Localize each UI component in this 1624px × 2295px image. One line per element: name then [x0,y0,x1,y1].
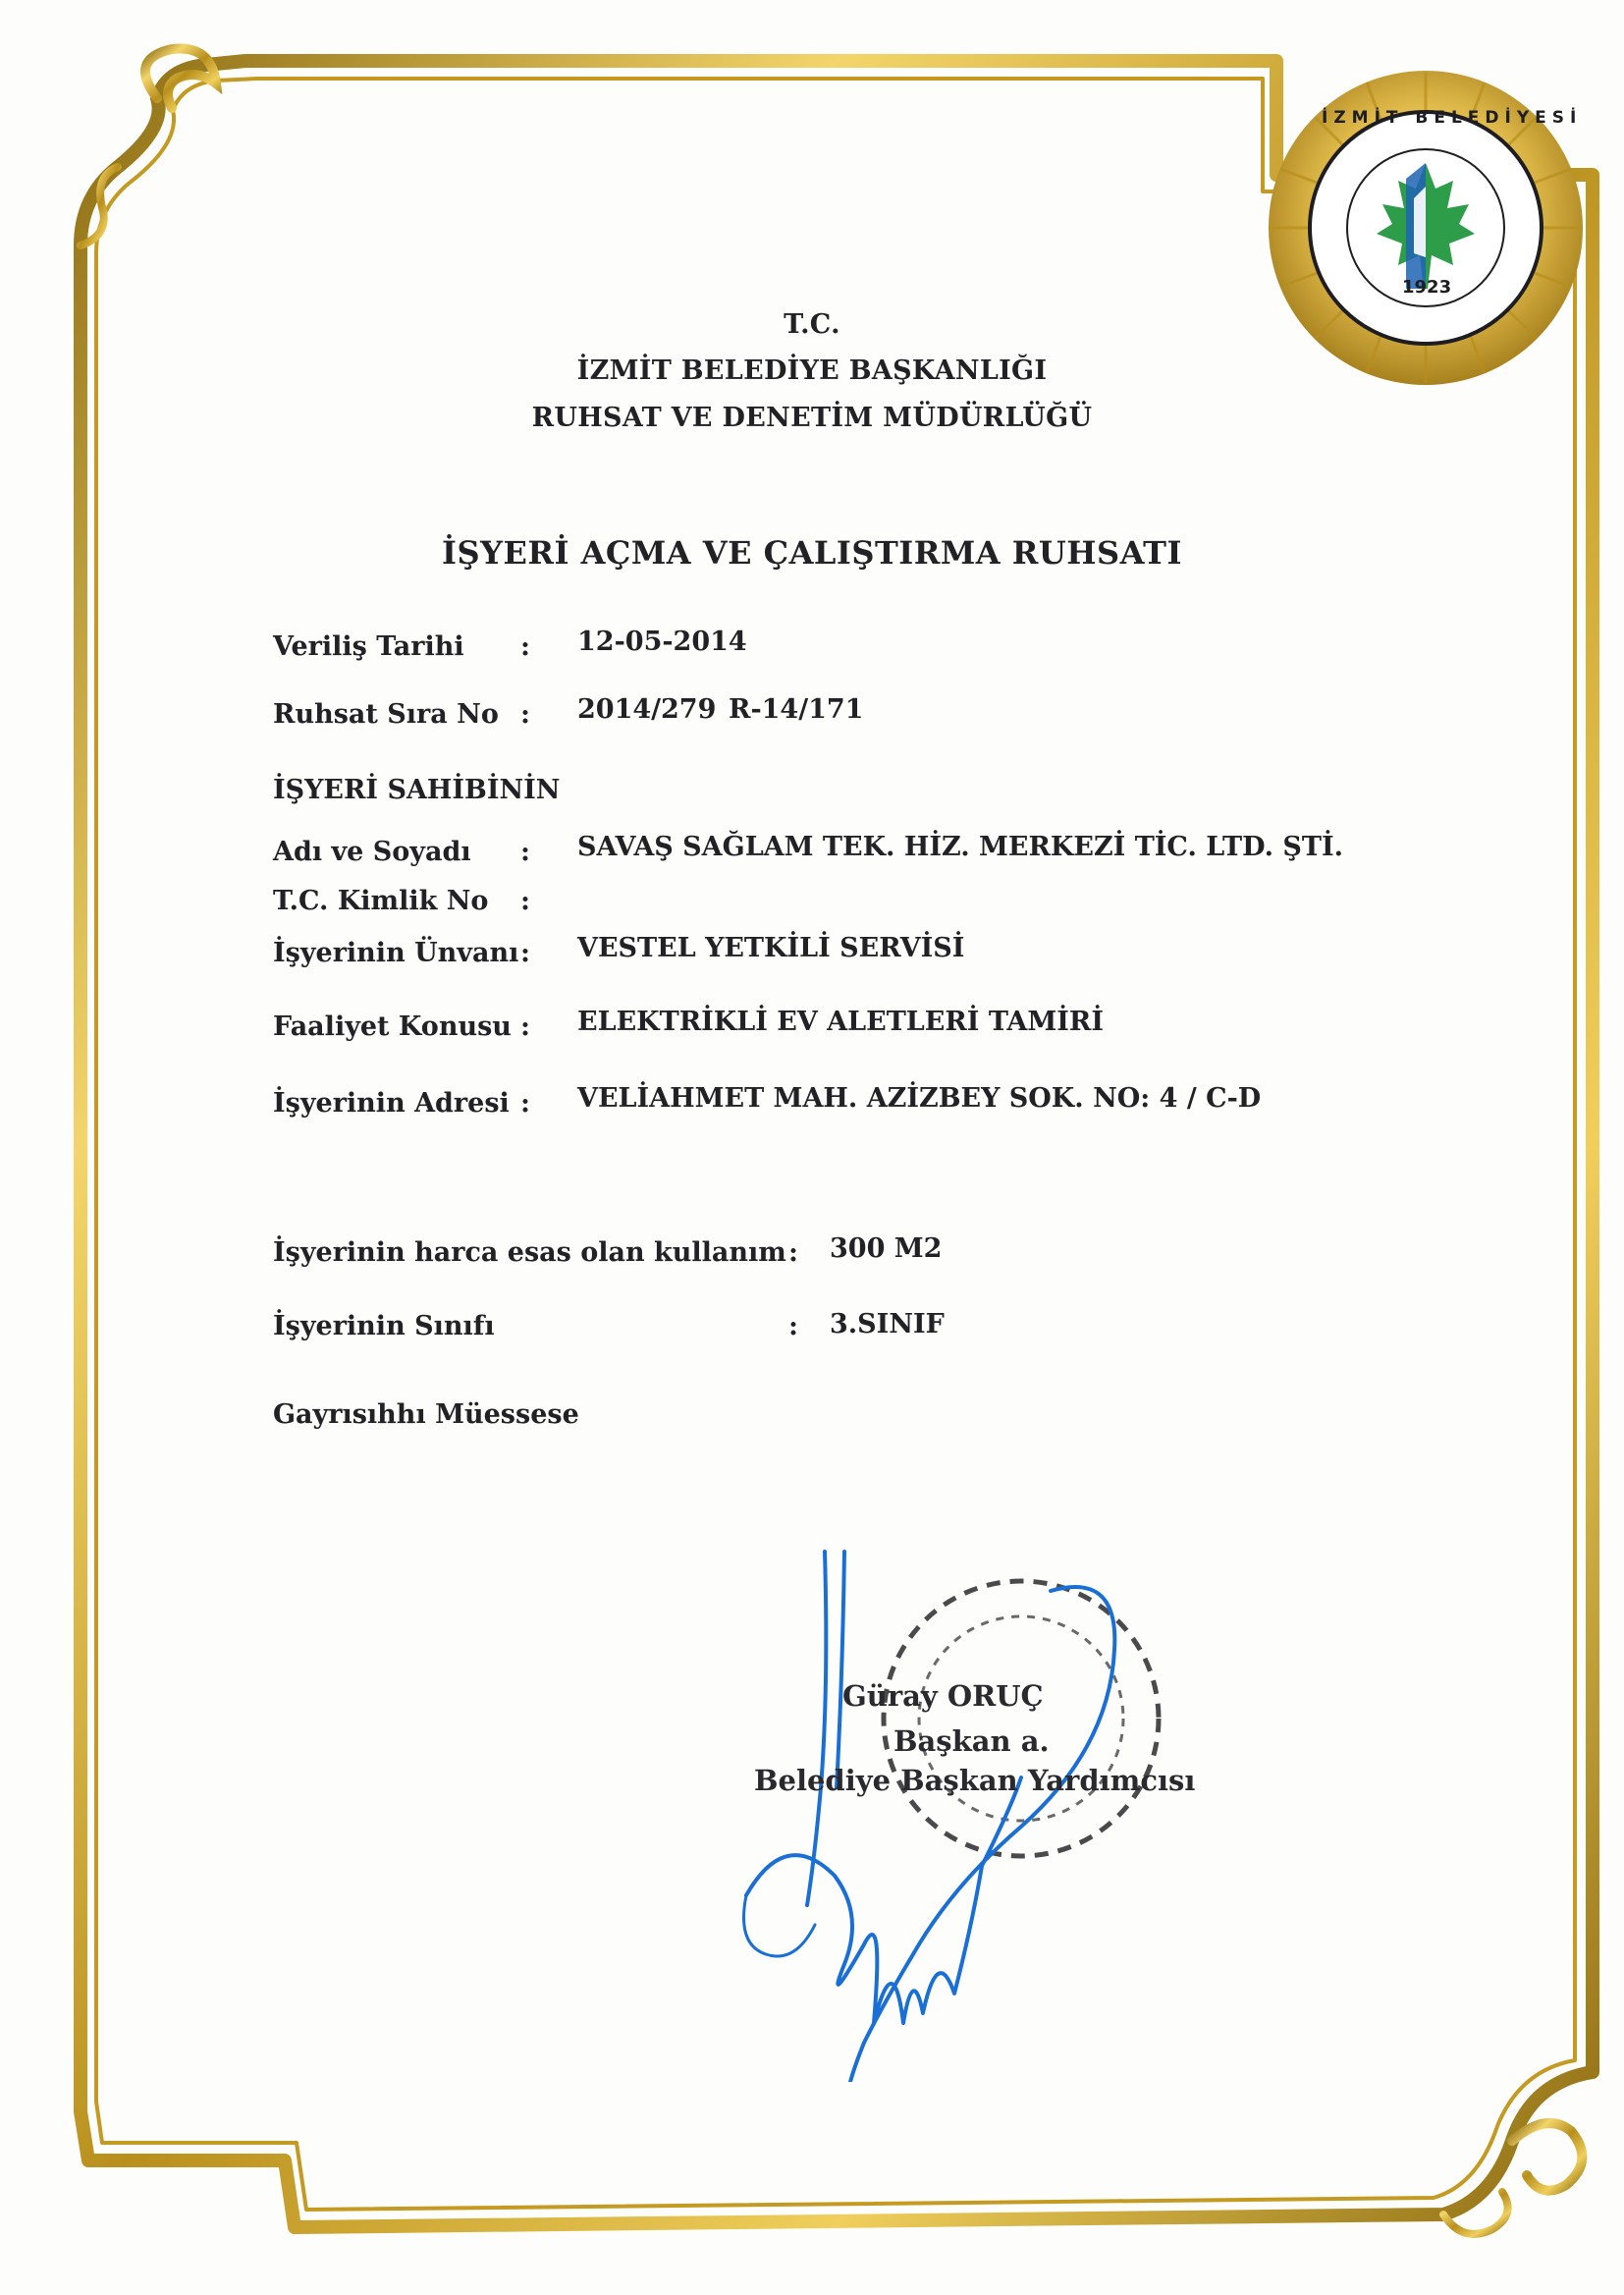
colon-separator: : [520,699,530,730]
label-faaliyet-konusu: Faaliyet Konusu [273,1011,512,1042]
value-isyeri-unvani: VESTEL YETKİLİ SERVİSİ [577,933,965,963]
label-adi-soyadi: Adı ve Soyadı [273,837,471,867]
header-municipality: İZMİT BELEDİYE BAŞKANLIĞI [576,355,1048,386]
label-tc-kimlik-no: T.C. Kimlik No [273,886,489,916]
colon-separator: : [788,1311,798,1341]
signer-title: Belediye Başkan Yardımcısı [754,1764,1196,1797]
label-verilis-tarihi: Veriliş Tarihi [273,631,464,662]
colon-separator: : [520,938,530,968]
section-heading-owner: İŞYERİ SAHİBİNİN [273,775,561,805]
establishment-type: Gayrısıhhı Müessese [273,1399,579,1430]
value-isyeri-adresi: VELİAHMET MAH. AZİZBEY SOK. NO: 4 / C-D [577,1083,1262,1114]
value-ruhsat-sira-no-secondary: R-14/171 [729,694,864,725]
colon-separator: : [520,1011,530,1042]
official-stamp [727,1532,1237,2082]
header-directorate: RUHSAT VE DENETİM MÜDÜRLÜĞÜ [531,403,1093,433]
value-ruhsat-sira-no: 2014/279 [577,694,717,725]
colon-separator: : [520,886,530,916]
signer-proxy-title: Başkan a. [893,1724,1050,1758]
label-isyeri-adresi: İşyerinin Adresi [273,1088,510,1119]
seal-ring-text: İZMİT BELEDİYESİ [1322,108,1583,128]
value-verilis-tarihi: 12-05-2014 [577,627,747,657]
seal-year: 1923 [1402,277,1452,298]
colon-separator: : [520,631,530,662]
value-isyeri-sinifi: 3.SINIF [830,1309,945,1339]
value-adi-soyadi: SAVAŞ SAĞLAM TEK. HİZ. MERKEZİ TİC. LTD. ŞTİ. [577,832,1343,862]
label-kullanim-alani: İşyerinin harca esas olan kullanım [273,1237,786,1268]
colon-separator: : [520,837,530,867]
header-tc: T.C. [784,309,840,340]
signer-name: Güray ORUÇ [842,1679,1044,1713]
label-isyeri-unvani: İşyerinin Ünvanı [273,938,519,968]
value-faaliyet-konusu: ELEKTRİKLİ EV ALETLERİ TAMİRİ [577,1007,1104,1037]
colon-separator: : [788,1237,798,1268]
label-ruhsat-sira-no: Ruhsat Sıra No [273,699,499,730]
signature-block [727,1532,1237,2082]
colon-separator: : [520,1088,530,1119]
label-isyeri-sinifi: İşyerinin Sınıfı [273,1311,495,1341]
document-title: İŞYERİ AÇMA VE ÇALIŞTIRMA RUHSATI [442,534,1182,572]
value-kullanim-alani: 300 M2 [830,1233,943,1264]
